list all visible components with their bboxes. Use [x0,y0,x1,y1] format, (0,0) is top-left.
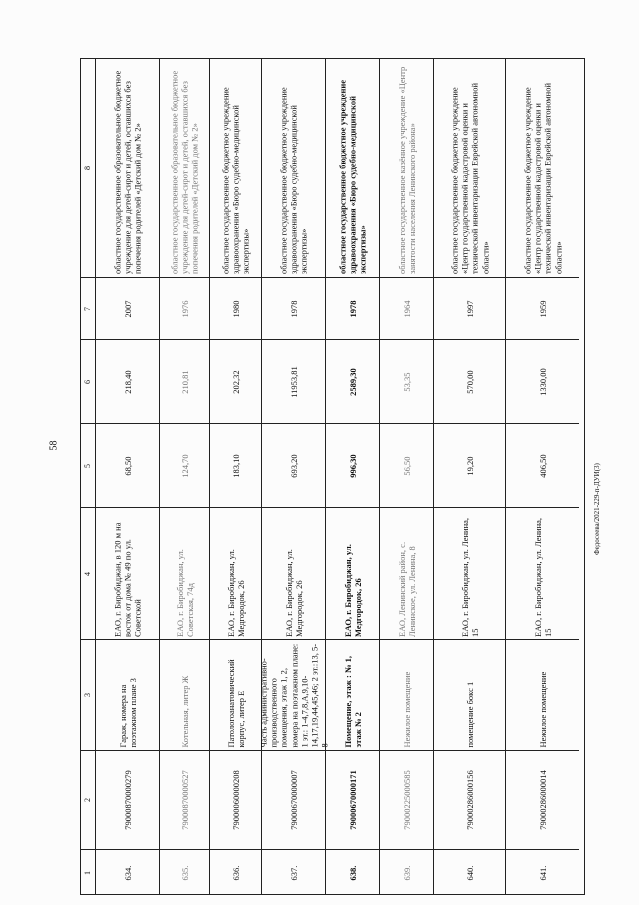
cell-num [96,849,159,895]
cell-text: ЕАО, Ленинский район, с. Ленинское, ул. Ленина, 8 [396,541,417,637]
cell-area [96,423,159,507]
cell-area [506,423,579,507]
cell-holder [96,59,159,277]
cell-text: 637. [288,865,299,880]
header-cell [81,849,95,895]
cell-name [326,639,379,750]
cell-text: ЕАО, г. Биробиджан, ул. Медгородок, 26 [283,548,304,637]
header-cell-text: 5 [83,463,93,468]
cell-text: 79000670000007 [288,770,299,830]
header-cell [81,277,95,339]
cell-address [262,507,325,639]
cell-text: ЕАО, г. Биробиджан, ул. Ленина, 15 [532,517,553,637]
cell-num [262,849,325,895]
cell-text: областное государственное бюджетное учреждение «Центр государственной кадастровой оценки и технической инвентаризации Еврейской автономной области» [522,82,563,274]
cell-text: 79000870000279 [122,770,133,830]
cell-value [326,339,379,423]
cell-year [506,277,579,339]
cell-address [434,507,505,639]
cell-text: 19,20 [464,455,475,476]
cell-address [210,507,261,639]
cell-text: Часть административно-производственного помещения, этаж 1, 2, номера на поэтажном плане: 1 эт.: 1-4,7,8,А,9,10-14,17,19,44,45,46; 2 эт.:13, 5-8 [257,643,329,748]
cell-num [160,849,209,895]
cell-text: ЕАО, г. Биробиджан, ул. Ленина, 15 [459,517,480,637]
cell-holder [262,59,325,277]
cell-text: Помещение, этаж : № 1, этаж № 2 [342,655,363,748]
cell-code [506,750,579,849]
cell-text: 79000870000527 [179,770,190,830]
cell-text: 1978 [288,300,299,317]
header-cell [81,507,95,639]
header-cell-text: 3 [83,693,93,697]
cell-year [434,277,505,339]
cell-code [160,750,209,849]
cell-year [96,277,159,339]
cell-area [262,423,325,507]
cell-text: ЕАО, г. Биробиджан, ул. Советская, 74д [174,548,195,637]
header-cell-text: 4 [83,571,93,576]
cell-code [326,750,379,849]
header-cell [81,339,95,423]
cell-text: 218,40 [122,369,133,394]
cell-text: областное государственное бюджетное учреждение здравоохранения «Бюро судебно-медицинской экспертизы» [220,87,251,274]
cell-code [210,750,261,849]
cell-text: 406,50 [537,453,548,478]
cell-holder [326,59,379,277]
cell-code [434,750,505,849]
cell-text: 1997 [464,300,475,317]
cell-year [262,277,325,339]
cell-text: 636. [230,865,241,880]
cell-area [380,423,433,507]
cell-text: помещение бокс 1 [464,681,475,748]
table-row [209,59,261,894]
cell-text: 1980 [230,300,241,317]
cell-text: 639. [401,865,412,880]
cell-text: 634. [122,865,133,880]
cell-text: 183,10 [230,453,241,478]
cell-area [326,423,379,507]
cell-text: 79000286000014 [537,770,548,830]
cell-text: 56,50 [401,455,412,476]
cell-text: 124,70 [179,453,190,478]
table-row [505,59,579,894]
cell-text: 79000286000156 [464,770,475,830]
cell-code [96,750,159,849]
cell-text: 1330,00 [537,367,548,396]
cell-text: 79000670000171 [347,770,358,830]
cell-text: 2007 [122,300,133,317]
cell-text: 79000225000585 [401,770,412,830]
cell-num [506,849,579,895]
cell-text: областное государственное бюджетное учреждение «Центр государственной кадастровой оценки и технической инвентаризации Еврейской автономной области» [449,82,490,274]
cell-text: Нежилое помещение [537,671,548,748]
cell-holder [210,59,261,277]
cell-holder [380,59,433,277]
cell-address [160,507,209,639]
cell-address [506,507,579,639]
header-cell-text: 7 [83,306,93,311]
cell-year [380,277,433,339]
cell-name [96,639,159,750]
cell-text: Котельная, литер Ж [179,675,190,748]
cell-value [262,339,325,423]
table-row [95,59,159,894]
cell-name [160,639,209,750]
table-row [379,59,433,894]
cell-text: 570,00 [464,369,475,394]
cell-holder [506,59,579,277]
cell-text: областное государственное бюджетное учреждение здравоохранения «Бюро судебно-медицинской экспертизы» [337,79,368,274]
cell-address [96,507,159,639]
cell-text: 1959 [537,300,548,317]
header-cell [81,750,95,849]
table-row [257,59,329,894]
header-row [81,59,95,894]
cell-text: 996,30 [347,453,358,478]
cell-name [380,639,433,750]
cell-value [160,339,209,423]
cell-text: 210,81 [179,369,190,394]
header-cell-text: 1 [83,870,93,875]
cell-text: 641. [537,865,548,880]
cell-text: ЕАО, г. Биробиджан, ул. Медгородок, 26 [342,543,363,637]
cell-text: 79000060000208 [230,770,241,830]
footer-text: Федосеева/2021-229-п-ДУИ(3) [593,463,601,555]
cell-address [326,507,379,639]
header-cell [81,639,95,750]
page-number: 58 [48,440,60,451]
cell-text: 638. [347,865,358,880]
cell-holder [434,59,505,277]
header-cell-text: 2 [83,798,93,802]
cell-text: Нежилое помещение [401,671,412,748]
cell-value [210,339,261,423]
table-row [433,59,505,894]
cell-text: 2589,30 [347,367,358,396]
cell-address [380,507,433,639]
cell-text: ЕАО, г. Биробиджан, ул. Медгородок, 26 [225,548,246,637]
cell-text: областное государственное казённое учреждение «Центр занятости населения Ленинского района» [396,66,417,274]
cell-name [506,639,579,750]
header-cell [81,59,95,277]
header-cell [81,423,95,507]
cell-value [380,339,433,423]
cell-area [160,423,209,507]
cell-area [210,423,261,507]
cell-value [96,339,159,423]
cell-text: Гараж, номера на поэтажном плане 3 [117,678,138,748]
cell-text: Патологоанатомический корпус, литер Е [225,659,246,748]
property-table [80,58,585,895]
cell-text: 635. [179,865,190,880]
cell-text: 202,32 [230,369,241,394]
cell-text: 1976 [179,300,190,317]
cell-text: 68,50 [122,455,133,476]
table-row [159,59,209,894]
cell-text: 53,35 [401,371,412,392]
cell-name [257,639,329,750]
cell-text: 640. [464,865,475,880]
cell-name [434,639,505,750]
cell-text: областное государственное образовательное бюджетное учреждение для детей-сирот и детей, оставшихся без попечения родителей «Детский дом № 2» [169,70,200,274]
cell-area [434,423,505,507]
cell-value [434,339,505,423]
cell-name [210,639,261,750]
header-cell-text: 8 [83,166,93,170]
cell-text: 11953,81 [288,365,299,398]
table-row [325,59,379,894]
cell-code [262,750,325,849]
cell-year [326,277,379,339]
cell-num [434,849,505,895]
cell-holder [160,59,209,277]
cell-num [380,849,433,895]
cell-text: 1964 [401,300,412,317]
cell-text: областное государственное бюджетное учреждение здравоохранения «Бюро судебно-медицинской экспертизы» [278,87,309,274]
cell-year [210,277,261,339]
header-cell-text: 6 [83,379,93,384]
cell-num [326,849,379,895]
cell-num [210,849,261,895]
cell-text: 1978 [347,300,358,317]
cell-text: ЕАО, г. Биробиджан, в 120 м на восток от дома № 49 по ул. Советской [112,522,143,637]
cell-year [160,277,209,339]
cell-code [380,750,433,849]
cell-value [506,339,579,423]
cell-text: областное государственное образовательное бюджетное учреждение для детей-сирот и детей, оставшихся без попечения родителей «Детский дом № 2» [112,70,143,274]
cell-text: 693,20 [288,453,299,478]
